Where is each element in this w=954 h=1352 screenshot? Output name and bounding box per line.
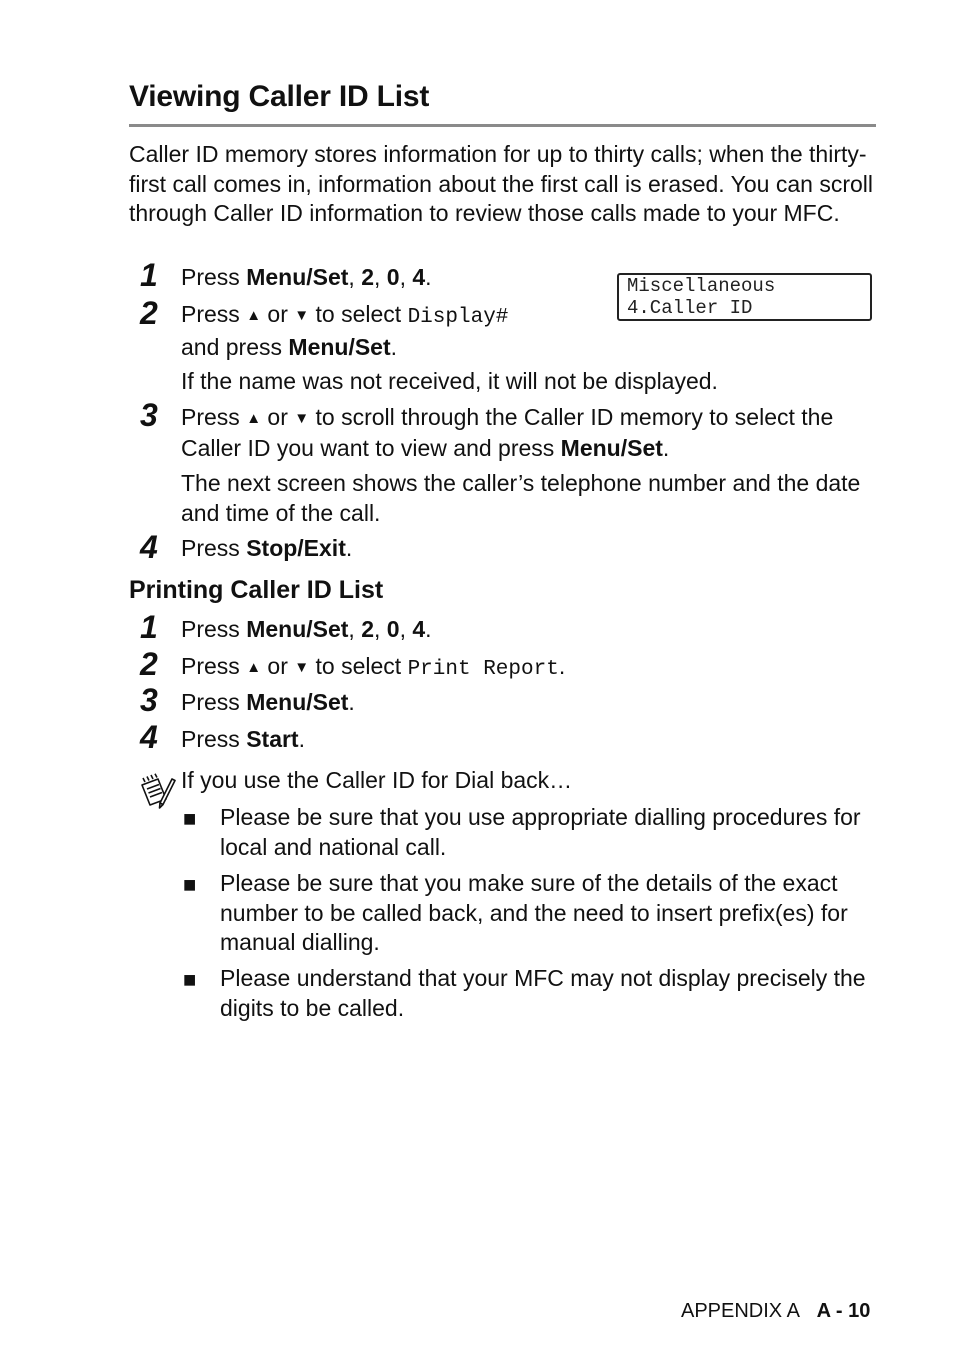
printing-step-4 (181, 725, 305, 755)
period: . (345, 535, 353, 561)
period: . (425, 264, 432, 290)
sep: , (374, 616, 387, 642)
page-number: A - 10 (816, 1300, 871, 1322)
step-text: to scroll through the Caller ID memory to select the Caller ID you want to view and press (181, 404, 834, 461)
period: . (348, 689, 355, 715)
note-bullet-1: Please be sure that you use appropriate dialling procedures for local and national call. (220, 804, 861, 860)
printing-step-3 (181, 688, 355, 718)
up-arrow-icon: ▲ (246, 659, 262, 676)
note-bullet-2: Please be sure that you make sure of the details of the exact number to be called back, and the need to insert prefix(es) for manual dialling. (220, 870, 848, 956)
sep: , (374, 264, 387, 290)
step-text: or (261, 404, 295, 430)
key-menu-set: Menu/Set (560, 434, 663, 461)
down-arrow-icon: ▼ (294, 659, 310, 676)
key-2: 2 (361, 264, 374, 290)
key-0: 0 (386, 616, 400, 642)
lcd-option-text: Print Report (407, 658, 559, 681)
period: . (298, 726, 305, 752)
title-rule (129, 124, 876, 127)
viewing-step-3 (181, 403, 881, 463)
subsection-title: Printing Caller ID List (129, 576, 384, 604)
sep: , (399, 264, 413, 290)
printing-step-2 (181, 652, 565, 685)
viewing-step-4 (181, 534, 352, 564)
key-menu-set: Menu/Set (246, 616, 349, 642)
intro-paragraph: Caller ID memory stores information for up to thirty calls; when the thirty-first call comes in, information about the first call is erased. You can scroll through Caller ID information to review those calls made to your MFC. (129, 141, 874, 227)
sep: , (348, 264, 362, 290)
step-number: 2 (140, 646, 158, 682)
period: . (558, 653, 566, 679)
step-text: Press (181, 689, 247, 715)
down-arrow-icon: ▼ (294, 410, 310, 427)
lcd-display (617, 273, 872, 321)
step-text: Press (181, 264, 247, 290)
key-menu-set: Menu/Set (288, 333, 391, 360)
key-stop-exit: Stop/Exit (246, 535, 346, 561)
step-number: 1 (140, 257, 158, 293)
bullet-icon: ■ (183, 967, 197, 992)
viewing-step-1 (181, 263, 432, 293)
lcd-option-text: Display# (407, 306, 509, 329)
key-0: 0 (386, 264, 400, 290)
step-number: 1 (140, 609, 158, 645)
lcd-line-2: 4.Caller ID (627, 297, 753, 319)
step-number: 4 (140, 719, 158, 755)
step-text: and press (181, 333, 289, 360)
key-4: 4 (412, 264, 426, 290)
bullet-icon: ■ (183, 806, 197, 831)
step-text: Press (181, 404, 247, 430)
sep: , (399, 616, 413, 642)
footer-label: APPENDIX A (681, 1300, 800, 1322)
step-text: or (261, 301, 295, 327)
note-lead: If you use the Caller ID for Dial back… (181, 767, 573, 793)
step-text: Press (181, 535, 247, 561)
sep: , (348, 616, 362, 642)
step-text: Press (181, 301, 247, 327)
up-arrow-icon: ▲ (246, 410, 262, 427)
period: . (662, 434, 670, 461)
note-bullet-3: Please understand that your MFC may not display precisely the digits to be called. (220, 965, 866, 1021)
step-text: to select (309, 653, 408, 679)
step-text: Press (181, 726, 247, 752)
step-number: 3 (140, 682, 158, 718)
step-text: or (261, 653, 295, 679)
step-number: 3 (140, 397, 158, 433)
page-footer (681, 1300, 870, 1323)
key-menu-set: Menu/Set (246, 264, 349, 290)
step-number: 4 (140, 529, 158, 565)
key-2: 2 (361, 616, 374, 642)
viewing-step-2 (181, 300, 508, 362)
bullet-icon: ■ (183, 872, 197, 897)
key-menu-set: Menu/Set (246, 689, 349, 715)
printing-step-1 (181, 615, 432, 645)
lcd-line-1: Miscellaneous (627, 275, 776, 297)
down-arrow-icon: ▼ (294, 307, 310, 324)
step-note: The next screen shows the caller’s telephone number and the date and time of the call. (181, 470, 861, 526)
period: . (425, 616, 432, 642)
section-title: Viewing Caller ID List (129, 80, 430, 113)
step-number: 2 (140, 295, 158, 331)
note-pad-pencil-icon (136, 773, 176, 813)
period: . (390, 333, 398, 360)
step-text: Press (181, 616, 247, 642)
key-start: Start (246, 726, 299, 752)
up-arrow-icon: ▲ (246, 307, 262, 324)
step-text: to select (309, 301, 408, 327)
step-text: Press (181, 653, 247, 679)
key-4: 4 (412, 616, 426, 642)
step-note: If the name was not received, it will not be displayed. (181, 368, 718, 394)
